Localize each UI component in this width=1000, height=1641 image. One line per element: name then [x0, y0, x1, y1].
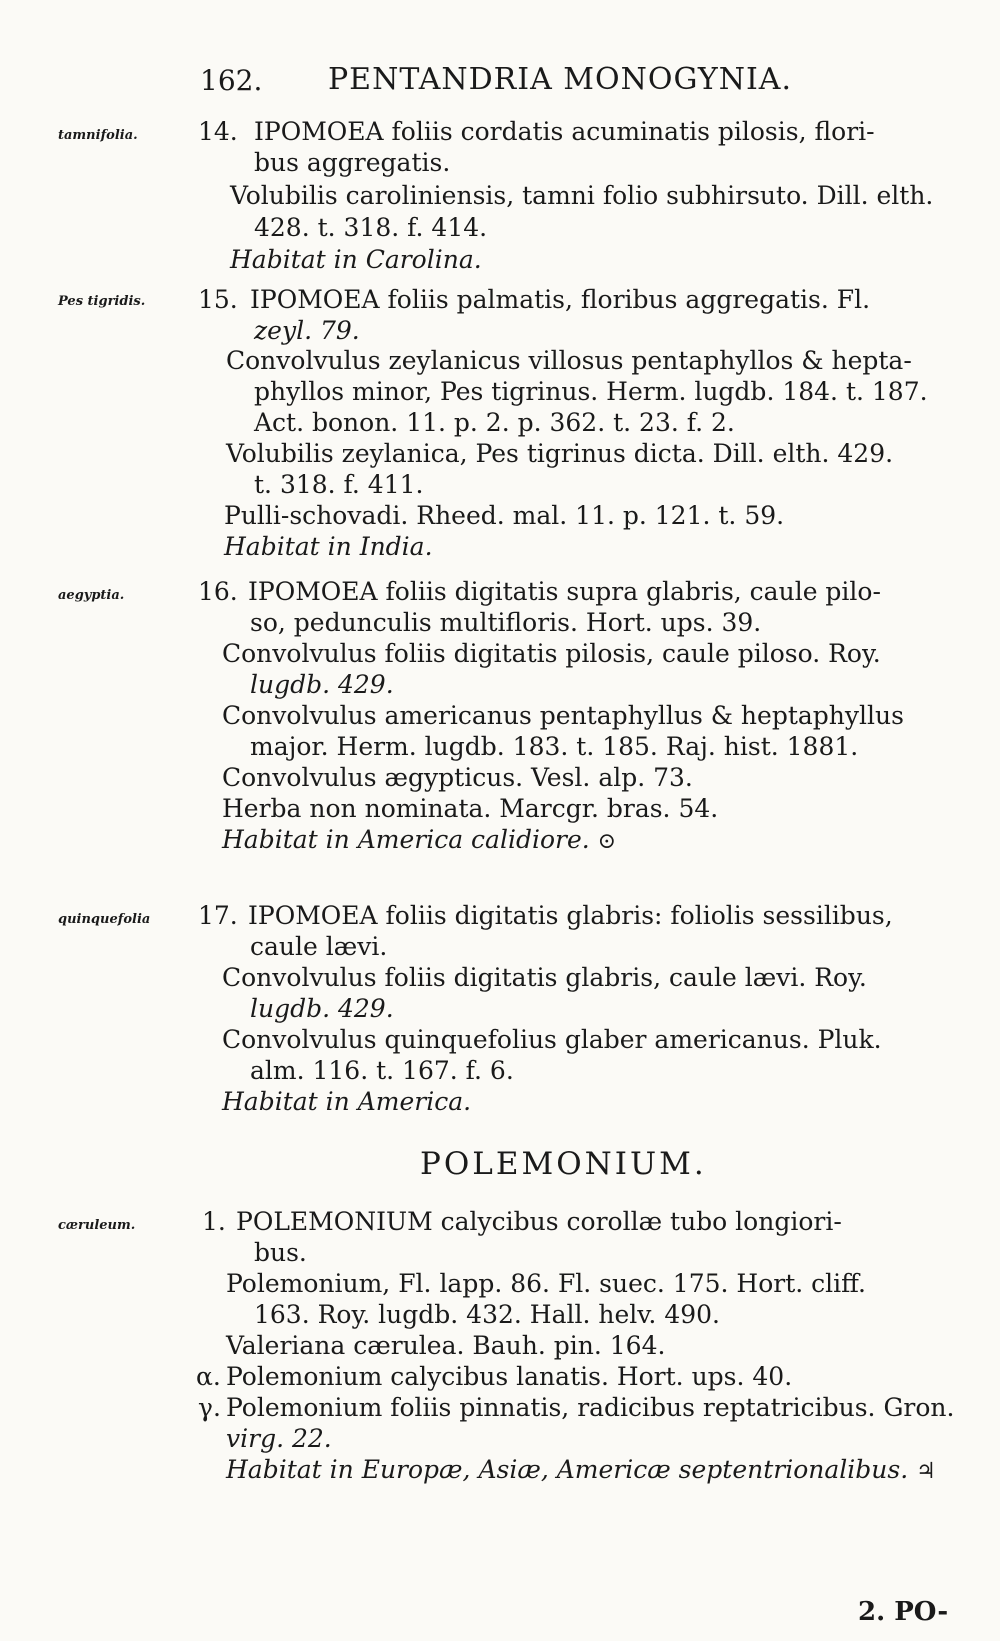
- entry-line: lugdb. 429.: [250, 994, 394, 1023]
- entry-line: Convolvulus foliis digitatis pilosis, caule piloso. Roy.: [222, 639, 881, 668]
- entry-line: Valeriana cærulea. Bauh. pin. 164.: [226, 1331, 666, 1360]
- entry-number: 1.: [202, 1207, 226, 1236]
- entry-line: Volubilis caroliniensis, tamni folio subhirsuto. Dill. elth.: [230, 181, 934, 210]
- entry-line: 163. Roy. lugdb. 432. Hall. helv. 490.: [254, 1300, 720, 1329]
- entry-line: zeyl. 79.: [254, 316, 360, 345]
- habitat-line: Habitat in Carolina.: [230, 245, 482, 274]
- entry-line: Convolvulus ægypticus. Vesl. alp. 73.: [222, 763, 693, 792]
- entry-line: Polemonium calycibus lanatis. Hort. ups. 40.: [226, 1362, 793, 1391]
- variety-gamma-marker: γ.: [198, 1393, 221, 1422]
- entry-line: virg. 22.: [226, 1424, 332, 1453]
- habitat-line: Habitat in America.: [222, 1087, 472, 1116]
- entry-line: caule lævi.: [250, 932, 388, 961]
- entry-line: lugdb. 429.: [250, 670, 394, 699]
- margin-note-aegyptia: aegyptia.: [58, 588, 125, 603]
- habitat-text: Habitat in America calidiore.: [222, 825, 590, 854]
- entry-line: Convolvulus quinquefolius glaber americanus. Pluk.: [222, 1025, 882, 1054]
- entry-line: t. 318. f. 411.: [254, 470, 424, 499]
- margin-note-caeruleum: cærulеum.: [58, 1218, 136, 1233]
- entry-line: Volubilis zeylanica, Pes tigrinus dicta. Dill. elth. 429.: [226, 439, 894, 468]
- perennial-symbol-icon: ♃: [916, 1459, 936, 1484]
- entry-line: Convolvulus americanus pentaphyllus & heptaphyllus: [222, 701, 904, 730]
- entry-number: 17.: [198, 901, 238, 930]
- entry-line: 428. t. 318. f. 414.: [254, 213, 488, 242]
- section-title: POLEMONIUM.: [420, 1146, 707, 1182]
- annual-symbol-icon: ⊙: [597, 829, 617, 854]
- habitat-line: Habitat in India.: [224, 532, 433, 561]
- entry-number: 14.: [198, 117, 238, 146]
- habitat-line: [226, 1454, 936, 1487]
- entry-line: IPOMOEA foliis digitatis supra glabris, caule pilo-: [248, 577, 881, 606]
- entry-line: POLEMONIUM calycibus corollæ tubo longiori-: [236, 1207, 842, 1236]
- catchword: 2. PO-: [858, 1597, 949, 1627]
- entry-line: bus.: [254, 1238, 307, 1267]
- entry-line: bus aggregatis.: [254, 148, 451, 177]
- page-header: [200, 58, 920, 100]
- entry-number: 15.: [198, 285, 238, 314]
- entry-line: alm. 116. t. 167. f. 6.: [250, 1056, 514, 1085]
- entry-line: Convolvulus zeylanicus villosus pentaphyllos & hepta-: [226, 346, 912, 375]
- entry-line: Pulli-schovadi. Rheed. mal. 11. p. 121. t. 59.: [224, 501, 785, 530]
- entry-line: Polemonium, Fl. lapp. 86. Fl. suec. 175. Hort. cliff.: [226, 1269, 866, 1298]
- entry-line: IPOMOEA foliis digitatis glabris: foliolis sessilibus,: [248, 901, 893, 930]
- entry-line: phyllos minor, Pes tigrinus. Herm. lugdb. 184. t. 187.: [254, 377, 928, 406]
- margin-note-pes-tigridis: Pes tigridis.: [58, 294, 146, 309]
- entry-line: IPOMOEA foliis cordatis acuminatis pilosis, flori-: [254, 117, 875, 146]
- margin-note-tamnifolia: tamnifolia.: [58, 128, 138, 143]
- habitat-line: [222, 824, 616, 857]
- entry-line: Polemonium foliis pinnatis, radicibus reptatricibus. Gron.: [226, 1393, 955, 1422]
- habitat-text: Habitat in Europæ, Asiæ, Americæ septentrionalibus.: [226, 1455, 909, 1484]
- entry-number: 16.: [198, 577, 238, 606]
- page-number: 162.: [200, 64, 263, 97]
- entry-line: Convolvulus foliis digitatis glabris, caule lævi. Roy.: [222, 963, 867, 992]
- entry-line: Act. bonon. 11. p. 2. p. 362. t. 23. f. 2.: [254, 408, 735, 437]
- running-title: PENTANDRIA MONOGYNIA.: [328, 62, 793, 97]
- entry-line: Herba non nominata. Marcgr. bras. 54.: [222, 794, 719, 823]
- entry-line: IPOMOEA foliis palmatis, floribus aggregatis. Fl.: [250, 285, 871, 314]
- entry-line: so, pedunculis multifloris. Hort. ups. 39.: [250, 608, 762, 637]
- entry-line: major. Herm. lugdb. 183. t. 185. Raj. hist. 1881.: [250, 732, 859, 761]
- margin-note-quinquefolia: quinquefolia: [58, 912, 151, 927]
- variety-alpha-marker: α.: [196, 1362, 221, 1391]
